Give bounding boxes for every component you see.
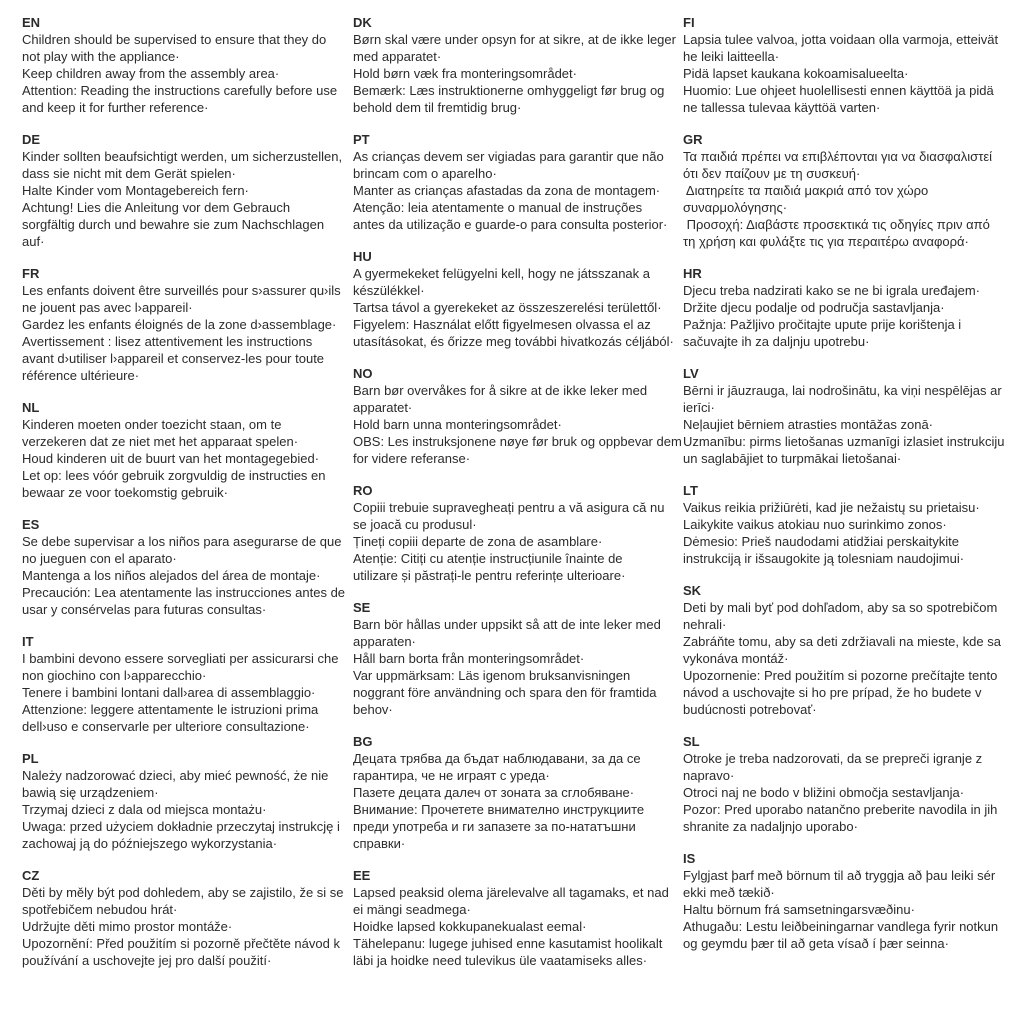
text-line: and keep it for further reference·: [22, 100, 209, 115]
language-code: BG: [353, 734, 373, 749]
text-line: A gyermekeket felügyelni kell, hogy ne játsszanak a: [353, 266, 651, 281]
language-code: PT: [353, 132, 370, 147]
text-line: Otroke je treba nadzorovati, da se prepreči igranje z: [683, 751, 983, 766]
text-line: Djecu treba nadzirati kako se ne bi igrala uređajem·: [683, 283, 980, 298]
text-line: Achtung! Lies die Anleitung vor dem Gebrauch: [22, 200, 291, 215]
text-line: vykonáva montáž·: [683, 651, 789, 666]
language-code: DK: [353, 15, 372, 30]
text-line: Τα παιδιά πρέπει να επιβλέπονται για να διασφαλιστεί: [683, 149, 993, 164]
text-line: Děti by měly být pod dohledem, aby se zajistilo, že si se: [22, 885, 344, 900]
text-line: Athugaðu: Lestu leiðbeiningarnar vandlega fyrir notkun: [683, 919, 999, 934]
text-line: Lapsed peaksid olema järelevalve all tagamaks, et nad: [353, 885, 669, 900]
text-line: Децата трябва да бъдат наблюдавани, за да се: [353, 751, 641, 766]
language-section-bg: [353, 733, 683, 852]
language-code: NO: [353, 366, 373, 381]
language-code: FI: [683, 15, 695, 30]
text-line: Tähelepanu: lugege juhised enne kasutamist hoolikalt: [353, 936, 663, 951]
language-section-ee: [353, 867, 683, 969]
text-line: I bambini devono essere sorvegliati per assicurarsi che: [22, 651, 339, 666]
text-line: ierīci·: [683, 400, 715, 415]
language-section-pt: [353, 131, 683, 233]
text-line: Se debe supervisar a los niños para asegurarse de que: [22, 534, 342, 549]
language-code: HU: [353, 249, 372, 264]
text-line: shranite za nadaljnjo uporabo·: [683, 819, 858, 834]
language-section-no: [353, 365, 683, 467]
text-line: ei mängi seadmega·: [353, 902, 471, 917]
text-line: Tenere i bambini lontani dall›area di assemblaggio·: [22, 685, 316, 700]
text-line: Pozor: Pred uporabo natančno preberite navodila in jih: [683, 802, 998, 817]
language-section-lv: [683, 365, 1024, 467]
language-section-sk: [683, 582, 1024, 718]
language-code: HR: [683, 266, 702, 281]
text-line: utilizare și păstrați-le pentru referințe ulterioare·: [353, 568, 626, 583]
text-line: he leiki laitteella·: [683, 49, 780, 64]
text-line: Пазете децата далеч от зоната за сглобяване·: [353, 785, 635, 800]
text-line: Zabráňte tomu, aby sa deti zdržiavali na mieste, kde sa: [683, 634, 1001, 649]
text-line: Atenție: Citiți cu atenție instrucțiunile înainte de: [353, 551, 623, 566]
text-line: se joacă cu produsul·: [353, 517, 477, 532]
column-1: [22, 14, 353, 1024]
text-line: Lapsia tulee valvoa, jotta voidaan olla varmoja, etteivät: [683, 32, 999, 47]
text-line: používání a uschovejte jej pro další použití·: [22, 953, 272, 968]
text-line: antes da utilização e guarde-o para consulta posterior·: [353, 217, 668, 232]
text-line: avant d›utiliser l›appareil et conservez-les pour toute: [22, 351, 325, 366]
text-line: med apparatet·: [353, 49, 442, 64]
text-line: Huomio: Lue ohjeet huolellisesti ennen käyttöä ja pidä: [683, 83, 994, 98]
text-line: Držite djecu podalje od područja sastavljanja·: [683, 300, 945, 315]
language-section-fi: [683, 14, 1024, 116]
text-line: Børn skal være under opsyn for at sikre, at de ikke leger: [353, 32, 676, 47]
text-line: og geymdu þær til að geta vísað í þær seinna·: [683, 936, 949, 951]
text-line: συναρμολόγησης·: [683, 200, 788, 215]
text-line: Udržujte děti mimo prostor montáže·: [22, 919, 233, 934]
language-section-fr: [22, 265, 353, 384]
language-code: IT: [22, 634, 34, 649]
text-line: Bemærk: Læs instruktionerne omhyggeligt før brug og: [353, 83, 665, 98]
language-section-es: [22, 516, 353, 618]
text-line: Внимание: Прочетете внимателно инструкциите: [353, 802, 645, 817]
text-line: apparatet·: [353, 400, 413, 415]
text-line: Bērni ir jāuzrauga, lai nodrošinātu, ka viņi nespēlējas ar: [683, 383, 1002, 398]
language-code: EE: [353, 868, 371, 883]
text-line: Țineți copiii departe de zona de asamblare·: [353, 534, 603, 549]
text-line: Avertissement : lisez attentivement les instructions: [22, 334, 313, 349]
language-section-dk: [353, 14, 683, 116]
language-section-hu: [353, 248, 683, 350]
language-code: LT: [683, 483, 698, 498]
text-line: Προσοχή: Διαβάστε προσεκτικά τις οδηγίες πριν από: [683, 217, 990, 232]
text-line: non giochino con l›apparecchio·: [22, 668, 207, 683]
text-line: Διατηρείτε τα παιδιά μακριά από τον χώρο: [683, 183, 929, 198]
language-code: PL: [22, 751, 39, 766]
text-line: Hold barn unna monteringsområdet·: [353, 417, 562, 432]
language-section-sl: [683, 733, 1024, 835]
language-code: NL: [22, 400, 40, 415]
text-line: no jueguen con el aparato·: [22, 551, 177, 566]
text-line: nehrali·: [683, 617, 727, 632]
text-line: behov·: [353, 702, 393, 717]
text-line: Figyelem: Használat előtt figyelmesen olvassa el az: [353, 317, 651, 332]
column-2: [353, 14, 683, 1024]
text-line: Haltu börnum frá samsetningarsvæðinu·: [683, 902, 915, 917]
language-section-en: [22, 14, 353, 116]
text-line: Upozornění: Před použitím si pozorně přečtěte návod k: [22, 936, 340, 951]
text-line: instrukciją ir išsaugokite ją tolesniam naudojimui·: [683, 551, 965, 566]
language-section-nl: [22, 399, 353, 501]
text-line: ne jouent pas avec l›appareil·: [22, 300, 193, 315]
language-code: CZ: [22, 868, 40, 883]
text-line: Kinder sollten beaufsichtigt werden, um sicherzustellen,: [22, 149, 343, 164]
language-section-hr: [683, 265, 1024, 350]
text-line: Let op: lees vóór gebruik zorgvuldig de instructies en: [22, 468, 326, 483]
text-line: гарантира, че не играят с уреда·: [353, 768, 550, 783]
text-line: läbi ja hoidke need tulevikus üle vaatamiseks alles·: [353, 953, 648, 968]
text-line: utasításokat, és őrizze meg további hivatkozás céljából·: [353, 334, 674, 349]
text-line: Children should be supervised to ensure that they do: [22, 32, 327, 47]
language-code: SK: [683, 583, 702, 598]
text-line: Laikykite vaikus atokiau nuo surinkimo zonos·: [683, 517, 947, 532]
text-line: usar y consérvelas para futuras consultas·: [22, 602, 267, 617]
text-line: Les enfants doivent être surveillés pour s›assurer qu›ils: [22, 283, 341, 298]
text-line: bawią się urządzeniem·: [22, 785, 159, 800]
language-section-se: [353, 599, 683, 718]
text-line: Gardez les enfants éloignés de la zone d›assemblage·: [22, 317, 337, 332]
text-line: dass sie nicht mit dem Gerät spielen·: [22, 166, 236, 181]
text-line: Var uppmärksam: Läs igenom bruksanvisningen: [353, 668, 631, 683]
text-line: sorgfältig durch und bewahre sie zum Nachschlagen: [22, 217, 325, 232]
text-line: apparaten·: [353, 634, 416, 649]
text-line: ekki með tækið·: [683, 885, 775, 900]
text-line: for videre referanse·: [353, 451, 471, 466]
text-line: Neļaujiet bērniem atrasties montāžas zonā·: [683, 417, 934, 432]
text-line: Uzmanību: pirms lietošanas uzmanīgi izlasiet instrukciju: [683, 434, 1005, 449]
text-line: verzekeren dat ze niet met het apparaat spelen·: [22, 434, 299, 449]
text-line: Dėmesio: Prieš naudodami atidžiai perskaitykite: [683, 534, 960, 549]
text-line: Pidä lapset kaukana kokoamisalueelta·: [683, 66, 909, 81]
text-line: Barn bør overvåkes for å sikre at de ikke leker med: [353, 383, 648, 398]
text-line: Uwaga: przed użyciem dokładnie przeczytaj instrukcję i: [22, 819, 340, 834]
text-line: budúcnosti potrebovať·: [683, 702, 817, 717]
text-line: noggrant före användning och spara den för framtida: [353, 685, 657, 700]
text-line: not play with the appliance·: [22, 49, 180, 64]
text-line: návod a uschovajte si ho pre prípad, že ho budete v: [683, 685, 982, 700]
language-section-lt: [683, 482, 1024, 567]
language-code: DE: [22, 132, 41, 147]
language-section-gr: [683, 131, 1024, 250]
text-line: Keep children away from the assembly area·: [22, 66, 280, 81]
text-line: Trzymaj dzieci z dala od miejsca montażu·: [22, 802, 267, 817]
text-line: Tartsa távol a gyerekeket az összeszerelési területtől·: [353, 300, 662, 315]
text-line: Halte Kinder vom Montagebereich fern·: [22, 183, 249, 198]
language-code: GR: [683, 132, 703, 147]
text-line: Pažnja: Pažljivo pročitajte upute prije korištenja i: [683, 317, 962, 332]
text-line: un saglabājiet to turpmākai lietošanai·: [683, 451, 902, 466]
language-code: SE: [353, 600, 371, 615]
language-section-cz: [22, 867, 353, 969]
language-code: ES: [22, 517, 40, 532]
text-line: Attention: Reading the instructions carefully before use: [22, 83, 338, 98]
language-code: RO: [353, 483, 373, 498]
text-line: Vaikus reikia prižiūrėti, kad jie nežaistų su prietaisu·: [683, 500, 980, 515]
text-line: Fylgjast þarf með börnum til að tryggja að þau leiki sér: [683, 868, 996, 883]
text-line: Deti by mali byť pod dohľadom, aby sa so spotrebičom: [683, 600, 998, 615]
text-line: Håll barn borta från monteringsområdet·: [353, 651, 585, 666]
text-line: Houd kinderen uit de buurt van het montagegebied·: [22, 451, 320, 466]
language-code: IS: [683, 851, 696, 866]
text-line: spotřebičem nebudou hrát·: [22, 902, 178, 917]
text-line: OBS: Les instruksjonene nøye før bruk og oppbevar dem: [353, 434, 682, 449]
text-line: Kinderen moeten onder toezicht staan, om te: [22, 417, 282, 432]
text-line: dell›uso e conservarle per ulteriore consultazione·: [22, 719, 310, 734]
language-section-de: [22, 131, 353, 250]
language-code: FR: [22, 266, 40, 281]
text-line: Otroci naj ne bodo v bližini območja sestavljanja·: [683, 785, 965, 800]
text-line: ne tallessa tulevaa käyttöä varten·: [683, 100, 881, 115]
text-line: Attenzione: leggere attentamente le istruzioni prima: [22, 702, 319, 717]
text-line: Hold børn væk fra monteringsområdet·: [353, 66, 577, 81]
language-section-pl: [22, 750, 353, 852]
text-line: Hoidke lapsed kokkupanekualast eemal·: [353, 919, 587, 934]
text-line: zachowaj ją do późniejszego wykorzystania·: [22, 836, 278, 851]
text-line: Atenção: leia atentamente o manual de instruções: [353, 200, 643, 215]
text-line: справки·: [353, 836, 406, 851]
text-line: Należy nadzorować dzieci, aby mieć pewność, że nie: [22, 768, 329, 783]
text-line: Barn bör hållas under uppsikt så att de inte leker med: [353, 617, 661, 632]
text-line: auf·: [22, 234, 45, 249]
text-line: Precaución: Lea atentamente las instrucciones antes de: [22, 585, 346, 600]
text-line: τη χρήση και φυλάξτε τις για περαιτέρω αναφορά·: [683, 234, 969, 249]
text-line: преди употреба и ги запазете за по-нататъшни: [353, 819, 636, 834]
text-line: As crianças devem ser vigiadas para garantir que não: [353, 149, 664, 164]
text-line: Mantenga a los niños alejados del área de montaje·: [22, 568, 321, 583]
column-3: [683, 14, 1024, 1024]
text-line: sačuvajte ih za daljnju upotrebu·: [683, 334, 870, 349]
text-line: Copiii trebuie supravegheați pentru a vă asigura că nu: [353, 500, 665, 515]
language-section-ro: [353, 482, 683, 584]
text-line: készülékkel·: [353, 283, 425, 298]
language-code: SL: [683, 734, 700, 749]
text-line: Manter as crianças afastadas da zona de montagem·: [353, 183, 661, 198]
text-line: Upozornenie: Pred použitím si pozorne prečítajte tento: [683, 668, 998, 683]
language-code: EN: [22, 15, 41, 30]
text-line: référence ultérieure·: [22, 368, 140, 383]
text-line: ότι δεν παίζουν με τη συσκευή·: [683, 166, 861, 181]
text-line: behold dem til fremtidig brug·: [353, 100, 522, 115]
text-line: brincam com o aparelho·: [353, 166, 497, 181]
language-code: LV: [683, 366, 699, 381]
text-line: bewaar ze voor toekomstig gebruik·: [22, 485, 228, 500]
language-section-it: [22, 633, 353, 735]
language-section-is: [683, 850, 1024, 952]
text-line: napravo·: [683, 768, 735, 783]
